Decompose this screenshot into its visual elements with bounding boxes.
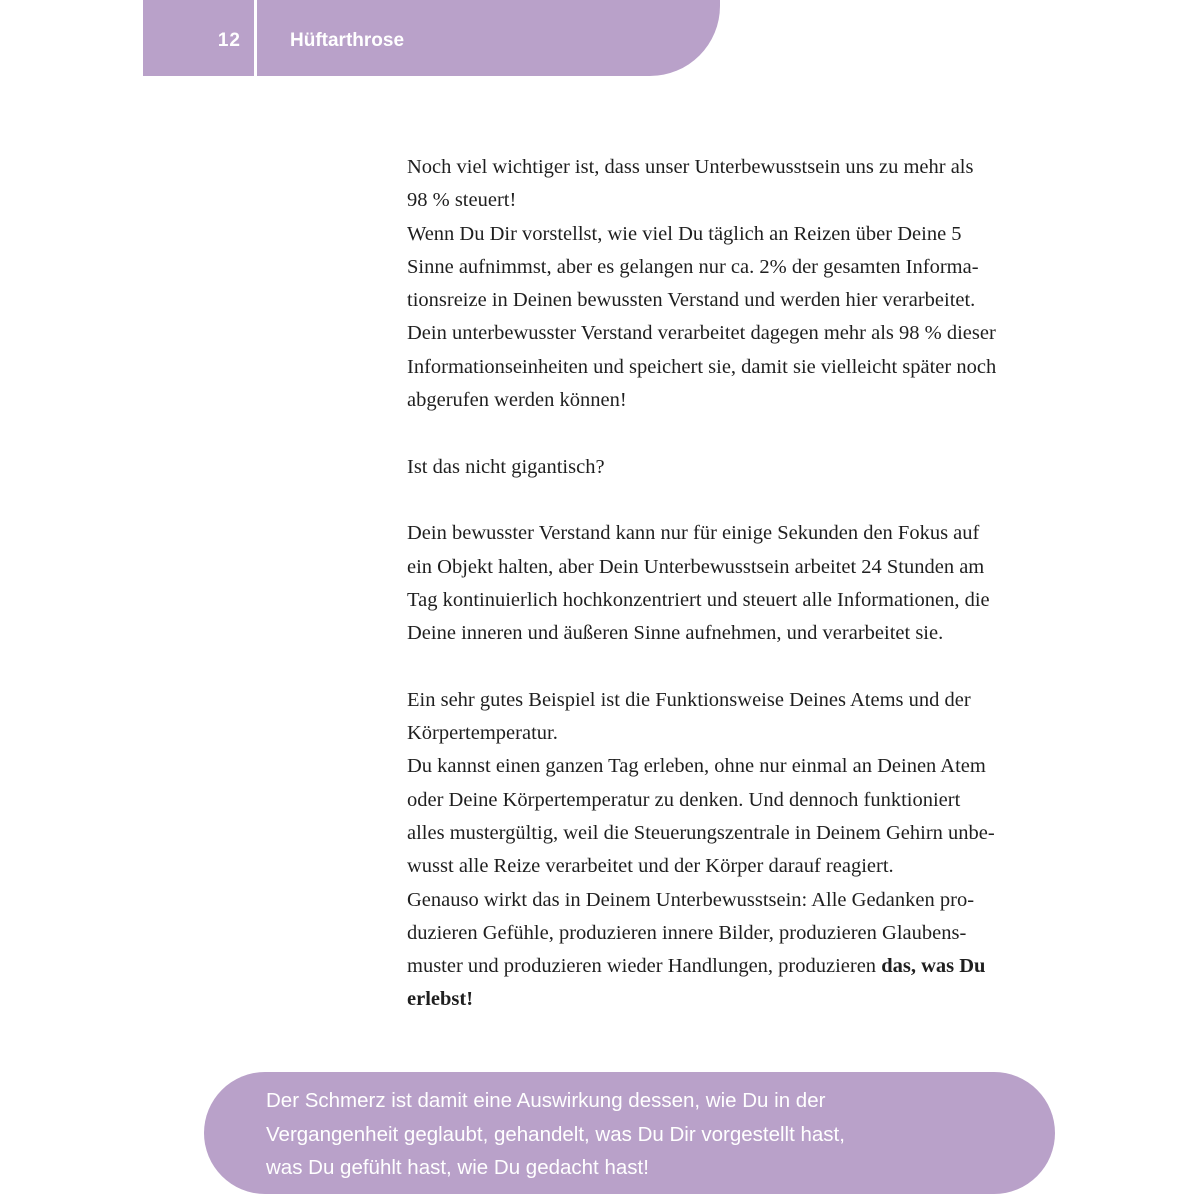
text-line: ein Objekt halten, aber Dein Unterbewusstsein arbeitet 24 Stunden am — [407, 555, 985, 578]
text-line: wusst alle Reize verarbeitet und der Körper darauf reagiert. — [407, 855, 894, 878]
text-line: Dein unterbewusster Verstand verarbeitet dagegen mehr als 98 % dieser — [407, 322, 996, 345]
text-line: tionsreize in Deinen bewussten Verstand und werden hier verarbeitet. — [407, 289, 976, 312]
text-line: Ist das nicht gigantisch? — [407, 455, 605, 478]
callout-box — [204, 1072, 1055, 1194]
text-line: 98 % steuert! — [407, 189, 517, 212]
text-line: Informationseinheiten und speichert sie, damit sie vielleicht später noch — [407, 355, 997, 378]
text-line: Wenn Du Dir vorstellst, wie viel Du täglich an Reizen über Deine 5 — [407, 222, 962, 245]
text-line: Tag kontinuierlich hochkonzentriert und steuert alle Informationen, die — [407, 588, 990, 611]
page-header — [143, 0, 720, 76]
text-segment: muster und produzieren wieder Handlungen, produzieren — [407, 955, 882, 978]
chapter-title: Hüftarthrose — [290, 30, 405, 51]
text-line: Körpertemperatur. — [407, 722, 558, 745]
text-line: Noch viel wichtiger ist, dass unser Unterbewusstsein uns zu mehr als — [407, 156, 974, 178]
text-line: Genauso wirkt das in Deinem Unterbewusstsein: Alle Gedanken pro- — [407, 888, 975, 911]
callout-line: Vergangenheit geglaubt, gehandelt, was Du Dir vorgestellt hast, — [266, 1122, 845, 1146]
text-line: Dein bewusster Verstand kann nur für einige Sekunden den Fokus auf — [407, 522, 980, 545]
text-line — [407, 983, 1043, 1016]
callout-line: Der Schmerz ist damit eine Auswirkung dessen, wie Du in der — [266, 1089, 826, 1112]
bold-text-segment: das, was Du — [881, 955, 986, 978]
text-line: Ein sehr gutes Beispiel ist die Funktionsweise Deines Atems und der — [407, 688, 971, 711]
text-line — [407, 950, 1043, 983]
body-text — [407, 151, 1043, 1017]
text-line: Sinne aufnimmst, aber es gelangen nur ca. 2% der gesamten Informa- — [407, 255, 979, 278]
text-line: abgerufen werden können! — [407, 389, 627, 412]
callout-line: was Du gefühlt hast, wie Du gedacht hast! — [266, 1156, 649, 1179]
header-divider — [254, 0, 257, 76]
page-number: 12 — [217, 30, 241, 51]
bold-text-segment: erlebst! — [407, 988, 474, 1011]
text-line: Du kannst einen ganzen Tag erleben, ohne nur einmal an Deinen Atem — [407, 755, 986, 778]
paragraph-gap — [407, 417, 1043, 450]
text-line: duzieren Gefühle, produzieren innere Bilder, produzieren Glaubens- — [407, 921, 967, 944]
text-line: alles mustergültig, weil die Steuerungszentrale in Deinem Gehirn unbe- — [407, 821, 995, 844]
callout-text — [266, 1084, 1026, 1185]
paragraph-gap — [407, 650, 1043, 683]
text-line: Deine inneren und äußeren Sinne aufnehmen, und verarbeitet sie. — [407, 622, 944, 645]
text-line: oder Deine Körpertemperatur zu denken. Und dennoch funktioniert — [407, 788, 961, 811]
paragraph-gap — [407, 484, 1043, 517]
